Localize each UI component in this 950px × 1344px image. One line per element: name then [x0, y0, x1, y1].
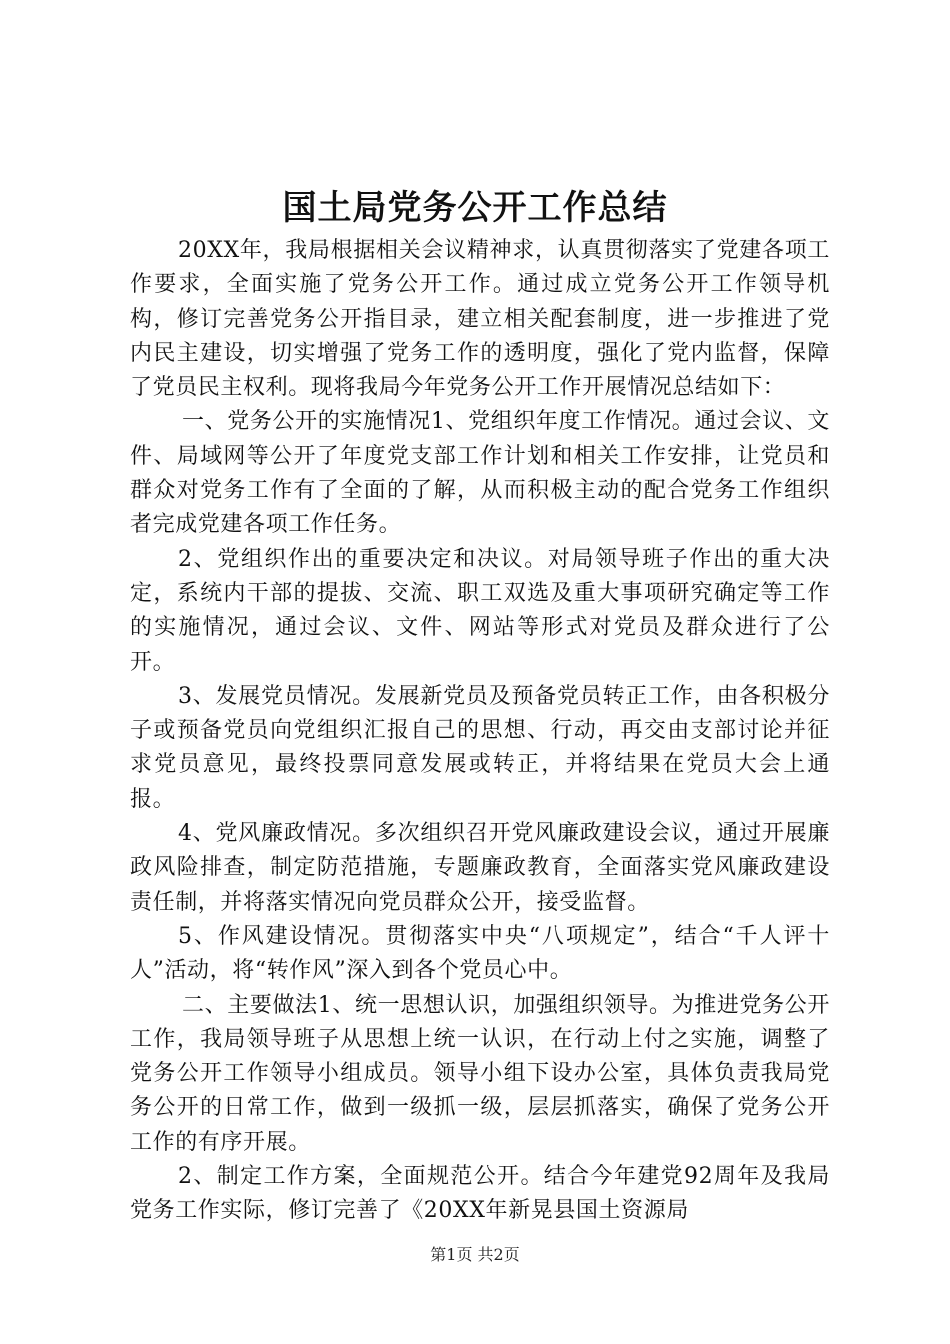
- document-body: [130, 234, 830, 1229]
- paragraph-item-5: 5、作风建设情况。贯彻落实中央“八项规定”，结合“千人评十人”活动，将“转作风”深入到各个党员心中。: [130, 923, 830, 984]
- paragraph-section-2: 二、主要做法1、统一思想认识，加强组织领导。为推进党务公开工作，我局领导班子从思想上统一认识，在行动上付之实施，调整了党务公开工作领导小组成员。领导小组下设办公室，具体负责我局党务公开的日常工作，做到一级抓一级，层层抓落实，确保了党务公开工作的有序开展。: [130, 992, 830, 1155]
- paragraph-intro: 20XX年，我局根据相关会议精神求，认真贯彻落实了党建各项工作要求，全面实施了党务公开工作。通过成立党务公开工作领导机构，修订完善党务公开指目录，建立相关配套制度，进一步推进了党内民主建设，切实增强了党务工作的透明度，强化了党内监督，保障了党员民主权利。现将我局今年党务公开工作开展情况总结如下：: [130, 238, 830, 401]
- paragraph-item-2: 2、党组织作出的重要决定和决议。对局领导班子作出的重大决定，系统内干部的提拔、交流、职工双选及重大事项研究确定等工作的实施情况，通过会议、文件、网站等形式对党员及群众进行了公开。: [130, 546, 830, 675]
- paragraph-item-2b: 2、制定工作方案，全面规范公开。结合今年建党92周年及我局党务工作实际，修订完善了《20XX年新晃县国土资源局: [130, 1164, 830, 1224]
- document-title: 国土局党务公开工作总结: [282, 188, 668, 228]
- paragraph-item-4: 4、党风廉政情况。多次组织召开党风廉政建设会议，通过开展廉政风险排查，制定防范措施，专题廉政教育，全面落实党风廉政建设责任制，并将落实情况向党员群众公开，接受监督。: [130, 821, 830, 915]
- paragraph-item-3: 3、发展党员情况。发展新党员及预备党员转正工作，由各积极分子或预备党员向党组织汇报自己的思想、行动，再交由支部讨论并征求党员意见，最终投票同意发展或转正，并将结果在党员大会上通报。: [130, 683, 830, 812]
- paragraph-section-1: 一、党务公开的实施情况1、党组织年度工作情况。通过会议、文件、局域网等公开了年度党支部工作计划和相关工作安排，让党员和群众对党务工作有了全面的了解，从而积极主动的配合党务工作组织者完成党建各项工作任务。: [130, 409, 830, 538]
- page-number-footer: 第1页 共2页: [430, 1245, 520, 1264]
